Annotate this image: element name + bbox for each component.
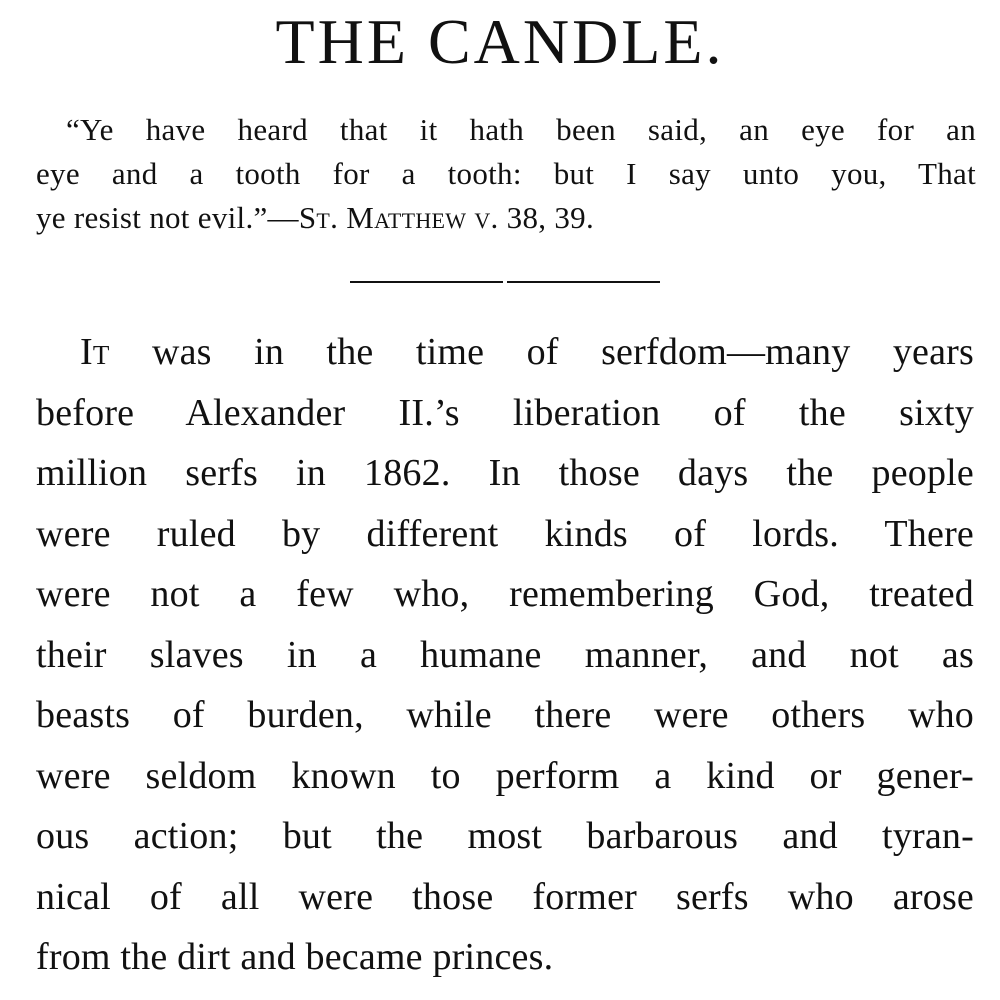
divider-segment-right: [507, 281, 660, 283]
body-line: [36, 322, 974, 383]
body-line: were not a few who, remembering God, treated: [36, 573, 974, 615]
body-paragraph: [36, 322, 974, 988]
body-line: million serfs in 1862. In those days the people: [36, 452, 974, 494]
divider-segment-left: [350, 281, 503, 283]
epigraph-line-last: [36, 196, 976, 240]
body-line: nical of all were those former serfs who arose: [36, 875, 974, 918]
drop-word: It: [80, 331, 110, 373]
epigraph-line: “Ye have heard that it hath been said, an eye for an: [66, 112, 976, 147]
body-line: were ruled by different kinds of lords. There: [36, 512, 974, 555]
body-line: their slaves in a humane manner, and not as: [36, 633, 974, 676]
epigraph-line: eye and a tooth for a tooth: but I say unto you, That: [36, 156, 976, 191]
chapter-title: THE CANDLE.: [275, 6, 725, 77]
body-line: ous action; but the most barbarous and tyran-: [36, 815, 974, 857]
body-line: were seldom known to perform a kind or gener-: [36, 754, 974, 797]
epigraph-text: ye resist not evil.”—: [36, 200, 299, 235]
epigraph-citation: St. Matthew v. 38, 39.: [298, 200, 595, 235]
body-line-text: was in the time of serfdom—many years: [109, 331, 974, 373]
body-line-last: from the dirt and became princes.: [36, 936, 554, 978]
body-line: beasts of burden, while there were others who: [36, 694, 974, 736]
epigraph: [36, 108, 976, 240]
section-divider: [350, 281, 660, 283]
body-line: before Alexander II.’s liberation of the sixty: [36, 391, 974, 434]
